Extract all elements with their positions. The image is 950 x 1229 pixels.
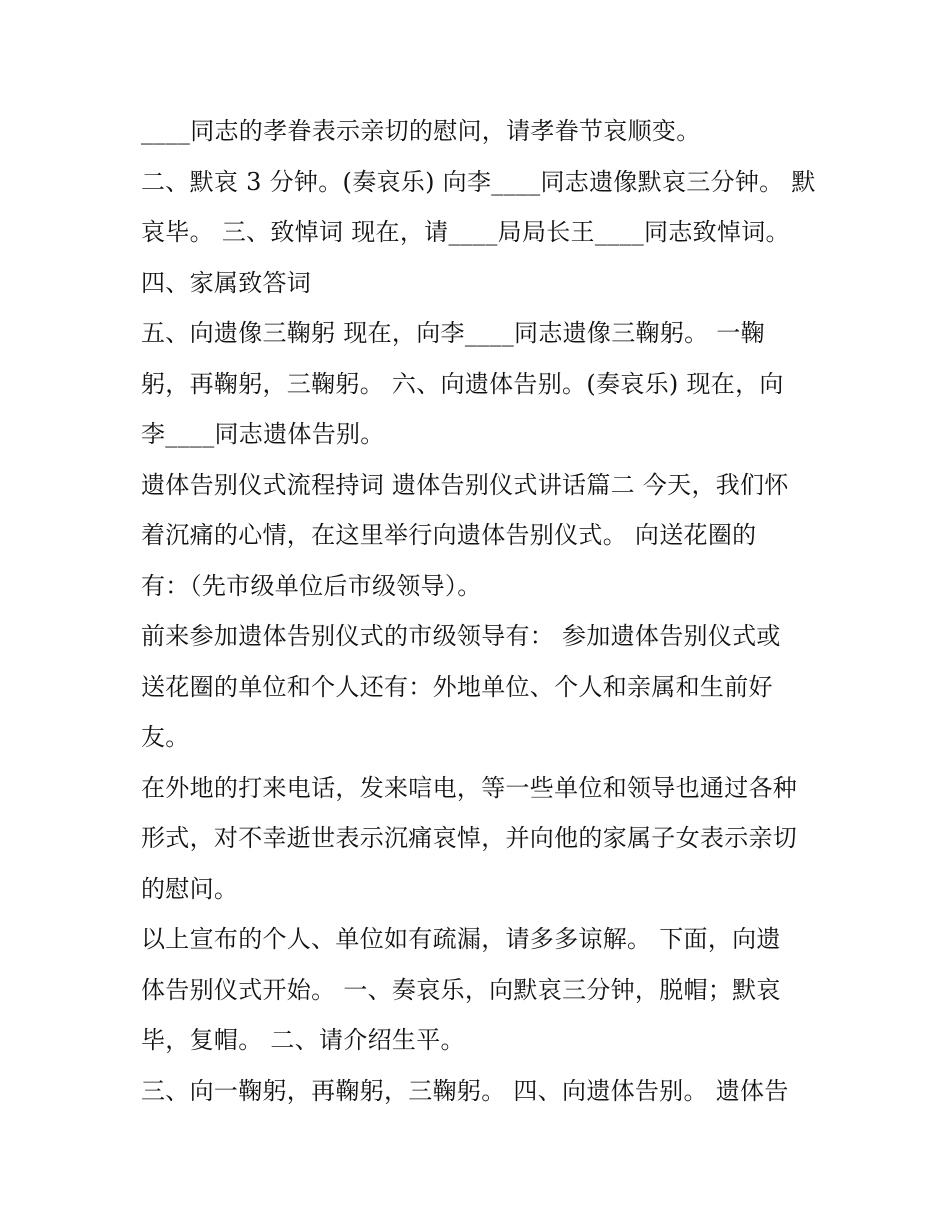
text-line: 遗体告别仪式流程持词 遗体告别仪式讲话篇二 今天，我们怀 [141, 470, 789, 499]
document-body [141, 106, 816, 1116]
text-line: 四、家属致答词 [141, 268, 312, 297]
text-line: ____同志的孝眷表示亲切的慰问，请孝眷节哀顺变。 [141, 117, 701, 145]
text-line: 友。 [141, 723, 190, 751]
text-line: 五、向遗像三鞠躬 现在，向李____同志遗像三鞠躬。 一鞠 [141, 319, 765, 347]
text-line: 体告别仪式开始。 一、奏哀乐，向默哀三分钟，脱帽；默哀 [141, 975, 781, 1004]
text-line: 三、向一鞠躬，再鞠躬，三鞠躬。 四、向遗体告别。 遗体告 [141, 1076, 789, 1105]
text-line: 送花圈的单位和个人还有：外地单位、个人和亲属和生前好 [141, 672, 773, 701]
text-line: 的慰问。 [141, 874, 239, 903]
text-line: 前来参加遗体告别仪式的市级领导有： 参加遗体告别仪式或 [141, 622, 781, 650]
text-line: 着沉痛的心情，在这里举行向遗体告别仪式。 向送花圈的 [141, 521, 757, 549]
text-line: 以上宣布的个人、单位如有疏漏，请多多谅解。 下面，向遗 [141, 925, 781, 953]
text-line: 在外地的打来电话，发来唁电，等一些单位和领导也通过各种 [141, 773, 798, 802]
text-line: 毕，复帽。 二、请介绍生平。 [141, 1026, 465, 1054]
text-line: 二、默哀 3 分钟。(奏哀乐) 向李____同志遗像默哀三分钟。 默 [141, 167, 816, 196]
text-line: 哀毕。 三、致悼词 现在，请____局局长王____同志致悼词。 [141, 218, 790, 246]
text-line: 有：（先市级单位后市级领导）。 [141, 571, 482, 600]
text-line: 形式，对不幸逝世表示沉痛哀悼，并向他的家属子女表示亲切 [141, 824, 798, 852]
text-line: 李____同志遗体告别。 [141, 420, 385, 448]
text-line: 躬，再鞠躬，三鞠躬。 六、向遗体告别。(奏哀乐) 现在，向 [141, 369, 784, 398]
